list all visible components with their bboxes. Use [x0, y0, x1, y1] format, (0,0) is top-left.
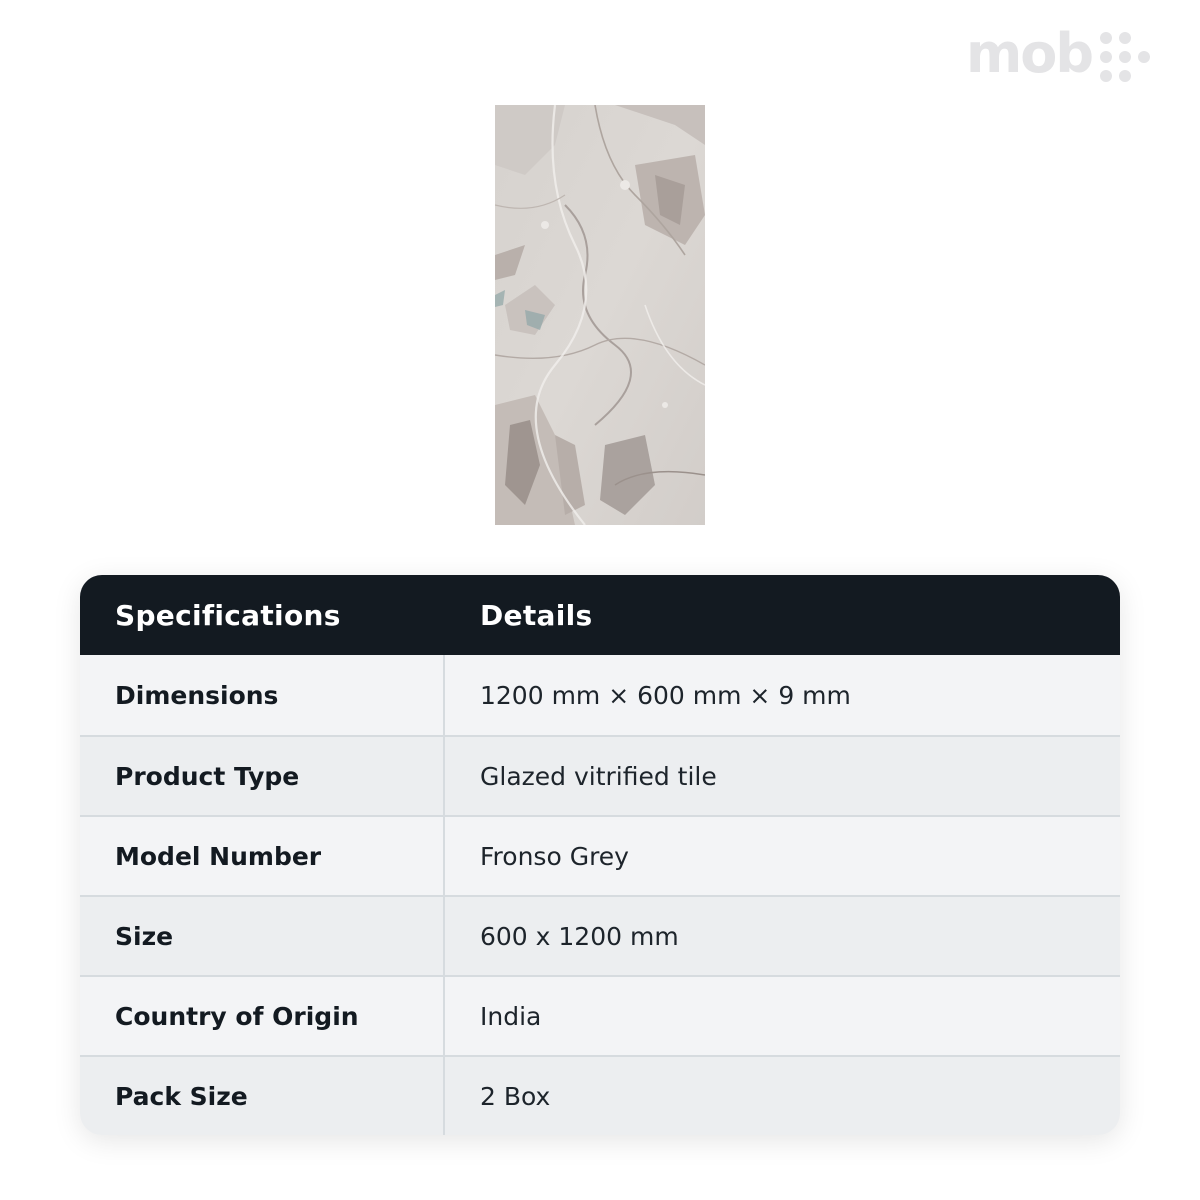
spec-label: Model Number	[80, 817, 445, 895]
table-row	[80, 975, 1120, 1055]
specifications-table	[80, 575, 1120, 1135]
spec-value: Glazed vitrified tile	[480, 761, 717, 791]
spec-value: India	[480, 1001, 542, 1031]
spec-label: Dimensions	[80, 655, 445, 735]
brand-dots-icon	[1098, 30, 1152, 84]
header-specifications: Specifications	[115, 598, 341, 632]
table-body	[80, 655, 1120, 1135]
brand-logo-text: mob	[966, 22, 1093, 85]
product-tile-image	[495, 105, 705, 525]
table-row	[80, 1055, 1120, 1135]
spec-label: Size	[80, 897, 445, 975]
spec-label: Product Type	[80, 737, 445, 815]
spec-value: 600 x 1200 mm	[480, 921, 679, 951]
table-header	[80, 575, 1120, 655]
spec-label: Country of Origin	[80, 977, 445, 1055]
spec-label: Pack Size	[80, 1057, 445, 1135]
spec-value: 1200 mm × 600 mm × 9 mm	[480, 680, 851, 710]
table-row	[80, 815, 1120, 895]
brand-logo	[966, 22, 1156, 86]
table-row	[80, 895, 1120, 975]
header-details: Details	[480, 598, 593, 632]
spec-value: Fronso Grey	[480, 841, 629, 871]
marble-tile-image	[495, 105, 705, 525]
table-row	[80, 735, 1120, 815]
table-row	[80, 655, 1120, 735]
spec-value: 2 Box	[480, 1081, 551, 1111]
